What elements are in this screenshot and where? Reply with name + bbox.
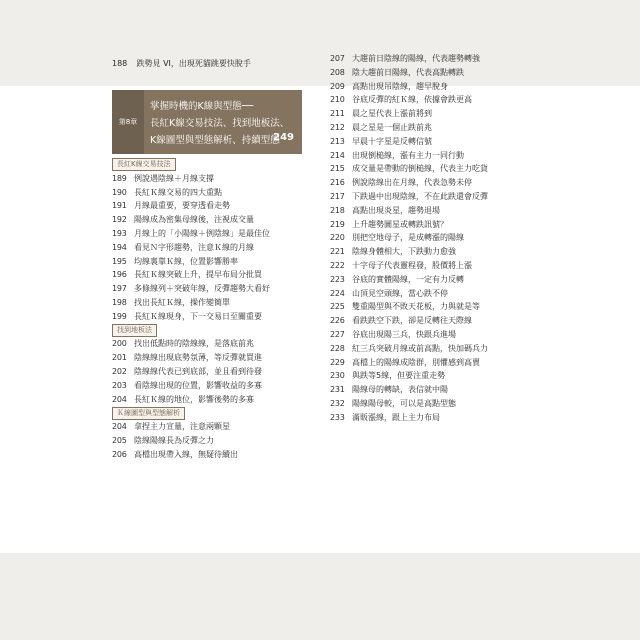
toc-entry: [330, 204, 526, 218]
entry-number: 201: [112, 353, 127, 363]
toc-entry: [330, 190, 526, 204]
entry-number: 225: [330, 302, 345, 312]
entry-title: 找出長紅Ｋ線，操作變簡單: [134, 297, 230, 307]
section-header: [112, 406, 302, 420]
section-header: [112, 158, 302, 172]
toc-entry: [330, 314, 526, 328]
toc-entry: [330, 259, 526, 273]
entry-title: 別把空地母子，是成轉漲的陽線: [352, 233, 464, 243]
entry-title: 跌勢見 VI，出現死貓跳要快脫手: [136, 59, 251, 68]
entry-title: 看跌跌空下跌，卻是反轉往天際線: [352, 316, 472, 326]
entry-title: 高點出現吊陰線，趨早脫身: [352, 81, 448, 91]
toc-entry: [112, 227, 302, 241]
toc-entry: [330, 176, 526, 190]
entry-title: 下跌過中出現陰線，不在此跌還會反彈: [352, 191, 488, 201]
entry-number: 191: [112, 201, 127, 211]
entry-title: 滿販漲線，跟上主力布局: [352, 412, 440, 422]
toc-entry: [330, 342, 526, 356]
entry-number: 204: [112, 422, 127, 432]
entry-title: 長紅Ｋ線交易的四大重點: [134, 187, 222, 197]
entry-number: 220: [330, 233, 345, 243]
section-header: [112, 324, 302, 338]
entry-title: 出現倒槌線，漲有主力一同行動: [352, 150, 464, 160]
entry-number: 233: [330, 412, 345, 422]
entry-title: 雙重陽型與不敗天花板，力與就是等: [352, 302, 480, 312]
toc-entry: [112, 255, 302, 269]
entry-title: 均線裏靠Ｋ線，位置影響勝率: [134, 256, 238, 266]
entry-title: 與跌等5線，但要注重走勢: [352, 371, 446, 381]
chapter-banner: [112, 90, 302, 154]
entry-number: 206: [112, 449, 127, 459]
entry-number: 188: [112, 59, 128, 68]
chapter-title-line-2: 長紅K線交易技法、找到地板法、: [150, 118, 290, 129]
entry-number: 207: [330, 54, 345, 63]
entry-number: 205: [112, 435, 127, 445]
toc-entry: [330, 397, 526, 411]
entry-title: 谷底的實體陽線，一定有力反轉: [352, 274, 464, 284]
entry-number: 214: [330, 150, 345, 160]
entry-number: 195: [112, 256, 127, 266]
entry-title: 陰線線出現底勢氛薄，等反彈就買進: [134, 353, 262, 363]
toc-left-column: [112, 158, 302, 462]
toc-entry-top: [112, 58, 251, 69]
toc-entry: [112, 337, 302, 351]
toc-entry: [330, 149, 526, 163]
entry-number: 222: [330, 260, 345, 270]
book-page: [0, 86, 640, 553]
entry-number: 194: [112, 242, 127, 252]
entry-number: 208: [330, 67, 345, 77]
toc-entry: [330, 135, 526, 149]
entry-number: 193: [112, 228, 127, 238]
toc-entry: [330, 287, 526, 301]
entry-title: 陽線成為密集母線後，注視成交量: [134, 215, 254, 225]
entry-number: 232: [330, 398, 345, 408]
toc-entry: [112, 282, 302, 296]
entry-title: 大趨前日陰線的陽線，代表趨勢轉強: [352, 54, 480, 63]
toc-entry: [112, 213, 302, 227]
toc-entry: [330, 66, 526, 80]
toc-entry: [112, 186, 302, 200]
section-tag: 找到地板法: [112, 324, 157, 337]
section-tag: 長紅K線交易技法: [112, 158, 176, 171]
chapter-title-line-1: 掌握時機的K線與型態──: [150, 101, 254, 112]
entry-number: 203: [112, 380, 127, 390]
chapter-page-number: 249: [273, 132, 294, 143]
entry-number: 218: [330, 205, 345, 215]
toc-entry: [112, 351, 302, 365]
entry-number: 198: [112, 297, 127, 307]
entry-title: 陰線身體相大，下跌動力愈強: [352, 247, 456, 257]
entry-title: 晨之星代表上漲前將到: [352, 109, 432, 119]
entry-number: 196: [112, 270, 127, 280]
toc-entry: [112, 434, 302, 448]
entry-number: 219: [330, 219, 345, 229]
entry-number: 190: [112, 187, 127, 197]
toc-right-column: [330, 52, 526, 425]
entry-title: 拿捏主力宣量，注意兩顆星: [134, 422, 230, 432]
chapter-label: 第8章: [112, 90, 144, 154]
entry-number: 231: [330, 385, 345, 395]
toc-entry: [330, 383, 526, 397]
toc-entry: [112, 448, 302, 462]
entry-title: 長紅Ｋ線突破上升，提早布局分批買: [134, 270, 262, 280]
toc-entry: [112, 310, 302, 324]
toc-entry: [330, 356, 526, 370]
entry-number: 221: [330, 247, 345, 257]
entry-title: 早晨十字星是反轉信號: [352, 136, 432, 146]
entry-number: 200: [112, 339, 127, 349]
entry-title: 月線上的「小陽線＋例陰線」是最佳位: [134, 228, 270, 238]
toc-entry: [330, 245, 526, 259]
toc-entry: [112, 393, 302, 407]
entry-number: 217: [330, 191, 345, 201]
entry-number: 229: [330, 357, 345, 367]
toc-entry: [330, 273, 526, 287]
entry-title: 陰大趨前日陽線，代表高點轉跌: [352, 67, 464, 77]
entry-title: 多條線列＋突破年線，反彈趨勢大看好: [134, 284, 270, 294]
entry-number: 213: [330, 136, 345, 146]
toc-entry: [330, 411, 526, 425]
toc-entry: [112, 241, 302, 255]
toc-entry: [330, 369, 526, 383]
toc-entry: [112, 199, 302, 213]
toc-entry: [330, 300, 526, 314]
entry-title: 例說陰線出在月線，代表急勢未停: [352, 178, 472, 188]
entry-title: 高檔出現帶入線，無疑待續出: [134, 449, 238, 459]
entry-title: 紅三兵突破月線或前高點，快加碼兵力: [352, 343, 488, 353]
section-tag: Ｋ線圖型與型態解析: [112, 407, 185, 420]
toc-entry: [330, 121, 526, 135]
entry-number: 189: [112, 173, 127, 183]
toc-entry: [330, 218, 526, 232]
toc-entry: [330, 107, 526, 121]
entry-title: 月線最重要，要穿透看走勢: [134, 201, 230, 211]
entry-title: 長紅Ｋ線的地位，影響後勢的多寡: [134, 394, 254, 404]
entry-number: 199: [112, 311, 127, 321]
toc-entry: [112, 365, 302, 379]
entry-title: 陰線陽線長為反彈之力: [134, 435, 214, 445]
entry-title: 找出低點時的陰線線，是落底前兆: [134, 339, 254, 349]
entry-number: 211: [330, 109, 345, 119]
entry-number: 228: [330, 343, 345, 353]
entry-title: 谷底反彈的紅Ｋ線，依據會跌更高: [352, 95, 472, 105]
entry-title: 上升趨勢圖星或轉跌訊號？: [352, 219, 448, 229]
entry-number: 209: [330, 81, 345, 91]
entry-number: 230: [330, 371, 345, 381]
toc-entry: [112, 172, 302, 186]
entry-number: 212: [330, 122, 345, 132]
entry-title: 例說遇陰線＋月線支撐: [134, 173, 214, 183]
entry-number: 216: [330, 178, 345, 188]
entry-number: 210: [330, 95, 345, 105]
entry-number: 215: [330, 164, 345, 174]
entry-title: 山頂見空頭線，當心跌不停: [352, 288, 448, 298]
toc-entry: [330, 93, 526, 107]
entry-title: 晨之星是一個止跌前兆: [352, 122, 432, 132]
entry-title: 谷底出現陽三兵，快跟兵進場: [352, 329, 456, 339]
chapter-title-line-3: K線圖型與型態解析、持續型態: [150, 135, 280, 146]
entry-number: 223: [330, 274, 345, 284]
entry-number: 224: [330, 288, 345, 298]
toc-entry: [112, 379, 302, 393]
entry-title: 十字母子代表靈程發，股價將上漲: [352, 260, 472, 270]
entry-number: 227: [330, 329, 345, 339]
toc-entry: [112, 268, 302, 282]
entry-title: 長紅Ｋ線現身，下一交易日至關重要: [134, 311, 262, 321]
entry-number: 226: [330, 316, 345, 326]
entry-title: 陽線母的轉缺，表信就中陽: [352, 385, 448, 395]
entry-title: 看陰線出現的位置，影響收益的多寡: [134, 380, 262, 390]
toc-entry: [330, 162, 526, 176]
entry-number: 192: [112, 215, 127, 225]
entry-title: 成交量是帶動的倒槌線，代表主力吃貨: [352, 164, 488, 174]
toc-entry: [330, 80, 526, 94]
toc-entry: [112, 296, 302, 310]
entry-title: 高檔上的陽線成陰群，別懼感到高賣: [352, 357, 480, 367]
entry-number: 202: [112, 366, 127, 376]
entry-title: 看見Ｎ字形趨勢，注意Ｋ線的月線: [134, 242, 254, 252]
entry-title: 陽線陽母較，可以是高點型態: [352, 398, 456, 408]
entry-title: 陰線線代表已到底部，並且看到待發: [134, 366, 262, 376]
toc-entry: [330, 328, 526, 342]
toc-entry: [330, 52, 526, 66]
entry-title: 高點出現炎星，趨勢退場: [352, 205, 440, 215]
toc-entry: [112, 420, 302, 434]
entry-number: 204: [112, 394, 127, 404]
entry-number: 197: [112, 284, 127, 294]
toc-entry: [330, 231, 526, 245]
